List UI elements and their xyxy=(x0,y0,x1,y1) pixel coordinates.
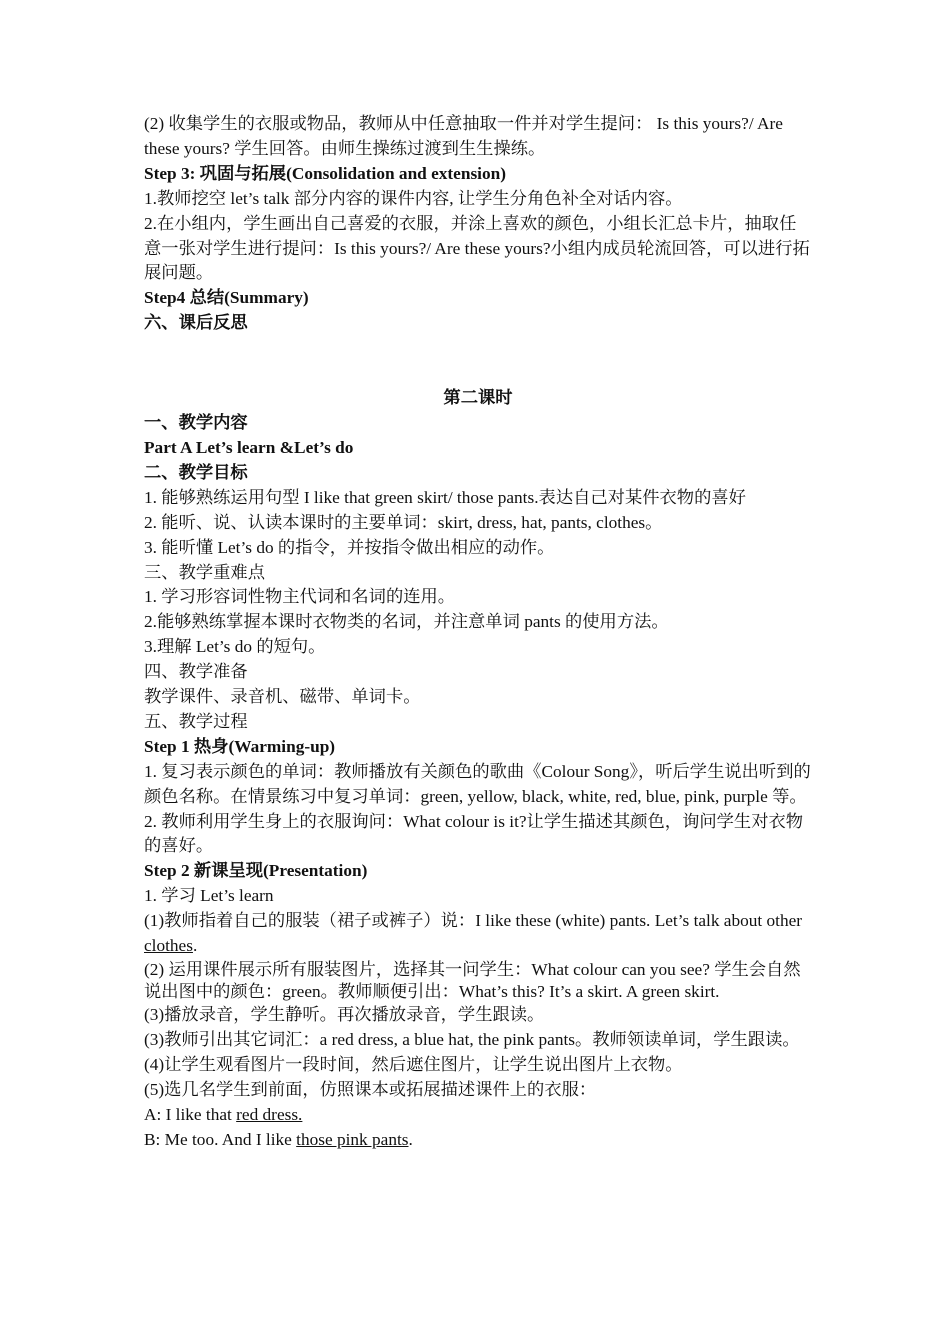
underlined-word: clothes xyxy=(144,936,193,956)
section-heading: 一、教学内容 xyxy=(144,413,248,433)
step-heading: Step4 总结(Summary) xyxy=(144,288,309,308)
lesson-title: 第二课时 xyxy=(443,388,513,408)
paragraph: 1.教师挖空 let’s talk 部分内容的课件内容, 让学生分角色补全对话内容。 xyxy=(144,188,683,208)
section-heading: 五、教学过程 xyxy=(144,711,248,731)
paragraph: 2. 教师利用学生身上的衣服询问：What colour is it?让学生描述其颜色，询问学生对衣物的喜好。 xyxy=(144,811,804,856)
paragraph: 1. 学习 Let’s learn xyxy=(144,886,274,906)
paragraph xyxy=(144,909,812,959)
text-run: A: I like that xyxy=(144,1104,237,1124)
paragraph: (4)让学生观看图片一段时间，然后遮住图片，让学生说出图片上衣物。 xyxy=(144,1054,683,1074)
text-run: (1)教师指着自己的服装（裙子或裤子）说：I like these (white) pants. Let’s talk about other xyxy=(144,911,803,931)
text-run: B: Me too. And I like xyxy=(144,1129,297,1149)
paragraph: 3.理解 Let’s do 的短句。 xyxy=(144,637,326,657)
section-heading: 六、课后反思 xyxy=(144,313,248,333)
section-heading: 三、教学重难点 xyxy=(144,562,265,582)
paragraph: 1. 复习表示颜色的单词：教师播放有关颜色的歌曲《Colour Song》，听后学生说出听到的颜色名称。在情景练习中复习单词：green, yellow, black, white, red, blue, pink, purple 等。 xyxy=(144,761,811,806)
step-heading: Step 3: 巩固与拓展(Consolidation and extension) xyxy=(144,163,506,183)
dialogue-line xyxy=(144,1128,812,1153)
step-heading: Step 2 新课呈现(Presentation) xyxy=(144,861,368,881)
paragraph: 教学课件、录音机、磁带、单词卡。 xyxy=(144,687,421,707)
section-heading: 二、教学目标 xyxy=(144,462,248,482)
paragraph: (2) 收集学生的衣服或物品，教师从中任意抽取一件并对学生提问： Is this yours?/ Are these yours? 学生回答。由师生操练过渡到生生操练。 xyxy=(144,114,783,158)
paragraph: 2.能够熟练掌握本课时衣物类的名词，并注意单词 pants 的使用方法。 xyxy=(144,612,669,632)
content-title: Part A Let’s learn &Let’s do xyxy=(144,437,354,457)
dialogue-line xyxy=(144,1103,812,1128)
text-run: . xyxy=(408,1129,413,1149)
paragraph: 1. 学习形容词性物主代词和名词的连用。 xyxy=(144,587,456,607)
paragraph: 1. 能够熟练运用句型 I like that green skirt/ those pants.表达自己对某件衣物的喜好 xyxy=(144,487,746,507)
section-heading: 四、教学准备 xyxy=(144,662,248,682)
text-run: . xyxy=(192,936,198,956)
spacer xyxy=(144,336,812,386)
paragraph: (5)选几名学生到前面，仿照课本或拓展描述课件上的衣服： xyxy=(144,1079,597,1099)
document-page xyxy=(144,112,812,1152)
underlined-phrase: red dress. xyxy=(236,1104,303,1124)
paragraph: (2) 运用课件展示所有服装图片，选择其一问学生：What colour can you see? 学生会自然说出图中的颜色：green。教师顺便引出：What’s this? It’s a skirt. A green skirt. xyxy=(144,960,801,1001)
step-heading: Step 1 热身(Warming-up) xyxy=(144,736,336,756)
paragraph: 2. 能听、说、认读本课时的主要单词：skirt, dress, hat, pants, clothes。 xyxy=(144,512,663,532)
paragraph: 2.在小组内，学生画出自己喜爱的衣服，并涂上喜欢的颜色，小组长汇总卡片，抽取任意一张对学生进行提问：Is this yours?/ Are these yours?小组内成员轮流回答，可以进行拓展问题。 xyxy=(144,213,810,283)
underlined-phrase: those pink pants xyxy=(296,1129,409,1149)
paragraph: (3)教师引出其它词汇：a red dress, a blue hat, the pink pants。教师领读单词，学生跟读。 xyxy=(144,1029,800,1049)
paragraph: 3. 能听懂 Let’s do 的指令，并按指令做出相应的动作。 xyxy=(144,537,555,557)
paragraph: (3)播放录音，学生静听。再次播放录音，学生跟读。 xyxy=(144,1005,545,1024)
